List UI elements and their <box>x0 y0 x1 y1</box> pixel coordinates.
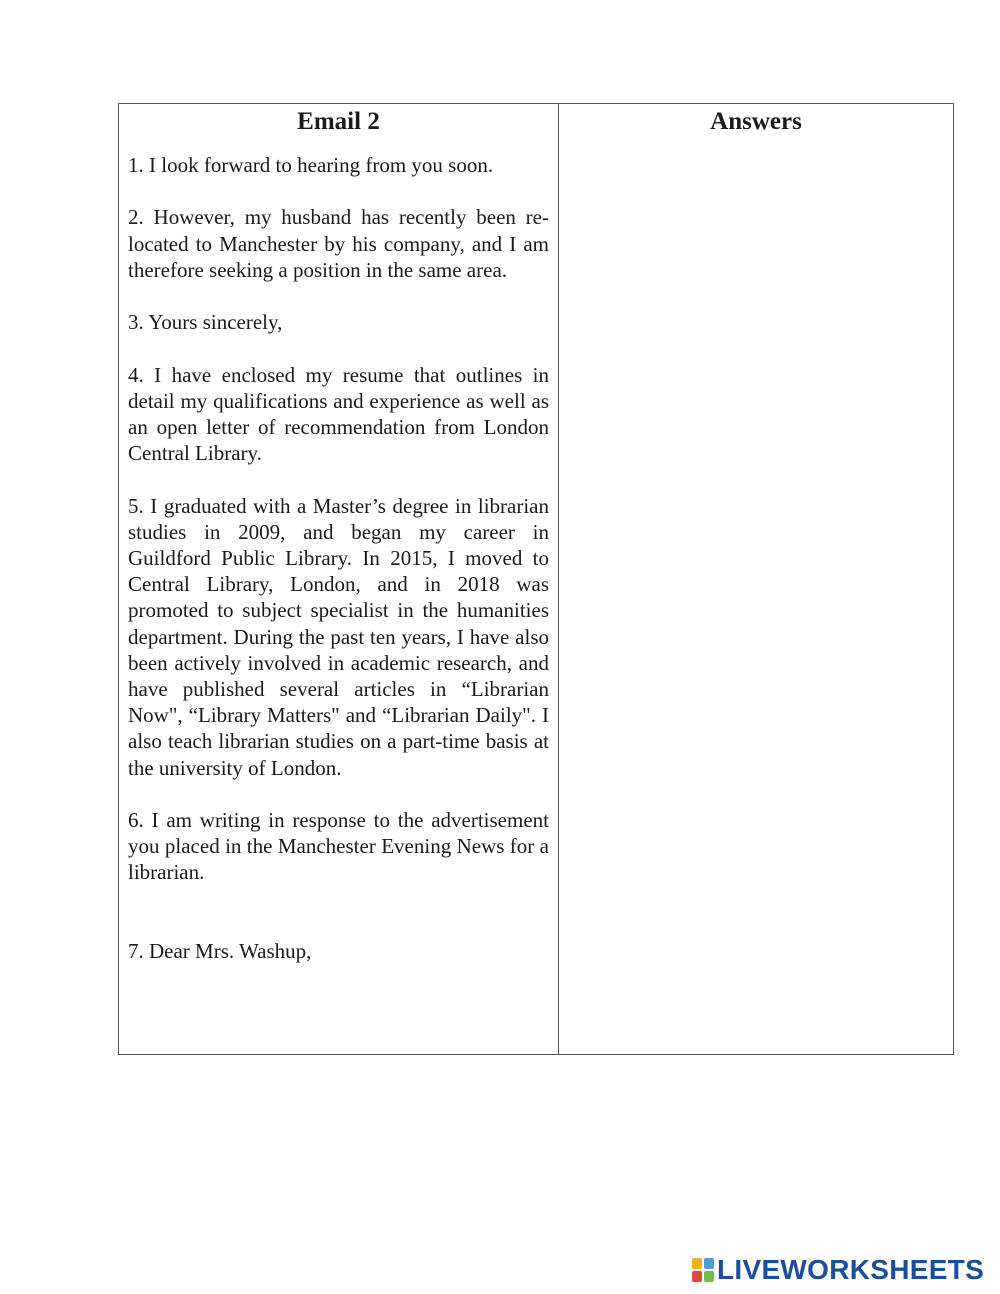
logo-blocks-icon <box>692 1258 714 1282</box>
exercise-table <box>118 103 954 1055</box>
email-header: Email 2 <box>297 108 380 135</box>
sentence-item: 5. I graduated with a Master’s degree in librarian studies in 2009, and began my career in Guildford Public Library. In 2015, I moved to Central Library, London, and in 2018 was promoted to subject specialist in the humanities department. During the past ten years, I have also been actively involved in academic research, and have published several articles in “Librarian Now", “Library Matters" and “Librarian Daily". I also teach librarian studies on a part-time basis at the university of London. <box>128 493 549 780</box>
sentence-item: 1. I look forward to hearing from you soon. <box>128 153 494 177</box>
email-column <box>119 104 559 1055</box>
answers-column[interactable] <box>559 104 954 1055</box>
sentence-item: 7. Dear Mrs. Washup, <box>128 939 312 963</box>
logo-text: LIVEWORKSHEETS <box>717 1254 985 1285</box>
answers-header: Answers <box>710 108 802 135</box>
sentence-item: 4. I have enclosed my resume that outlines in detail my qualifications and experience as well as an open letter of recommendation from London Central Library. <box>128 362 549 466</box>
sentence-item: 2. However, my husband has recently been re-located to Manchester by his company, and I am therefore seeking a position in the same area. <box>128 205 549 282</box>
sentence-item: 3. Yours sincerely, <box>128 310 283 335</box>
sentence-list <box>119 152 558 964</box>
liveworksheets-logo <box>692 1254 984 1286</box>
logo-block <box>704 1271 714 1282</box>
logo-block <box>692 1271 702 1282</box>
sentence-item: 6. I am writing in response to the advertisement you placed in the Manchester Evening News for a librarian. <box>128 808 549 885</box>
logo-block <box>692 1258 702 1269</box>
logo-block <box>704 1258 714 1269</box>
